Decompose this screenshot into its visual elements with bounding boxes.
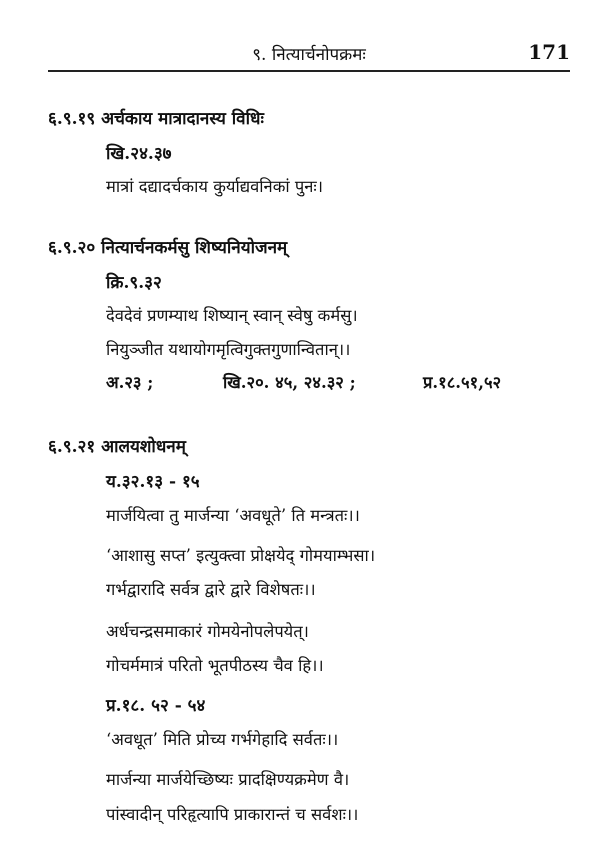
cross-ref: प्र.१८.५१,५२	[423, 373, 502, 392]
running-header	[48, 40, 570, 72]
section-heading-6-9-21: ६.९.२१ आलयशोधनम्	[48, 437, 186, 457]
verse-line: अर्धचन्द्रसमाकारं गोमयेनोपलेपयेत्।	[106, 622, 309, 641]
section-heading-6-9-20: ६.९.२० नित्यार्चनकर्मसु शिष्यनियोजनम्	[48, 238, 288, 258]
source-reference: य.३२.१३ - १५	[106, 472, 200, 492]
cross-ref: खि.२०. ४५, २४.३२ ;	[223, 373, 356, 392]
cross-references	[106, 370, 501, 393]
source-reference: खि.२४.३७	[106, 144, 172, 164]
cross-ref: अ.२३ ;	[106, 373, 154, 392]
section-heading-6-9-19: ६.९.१९ अर्चकाय मात्रादानस्य विधिः	[48, 109, 264, 129]
verse-line: पांस्वादीन् परिहृत्यापि प्राकारान्तं च सर्वशः।।	[106, 805, 359, 824]
chapter-title: ९. नित्यार्चनोपक्रमः	[252, 45, 366, 65]
verse-line: गर्भद्वारादि सर्वत्र द्वारे द्वारे विशेषतः।।	[106, 580, 316, 599]
verse-line: नियुञ्जीत यथायोगमृत्विगुक्तगुणान्वितान्।।	[106, 340, 351, 359]
source-reference: क्रि.९.३२	[106, 273, 162, 293]
verse-line: मात्रां दद्यादर्चकाय कुर्याद्यवनिकां पुनः।	[106, 177, 324, 196]
verse-line: गोचर्ममात्रं परितो भूतपीठस्य चैव हि।।	[106, 656, 324, 675]
verse-line: मार्जयित्वा तु मार्जन्या ‘अवधूते’ ति मन्त्रतः।।	[106, 506, 360, 525]
verse-line: ‘अवधूत’ मिति प्रोच्य गर्भगेहादि सर्वतः।।	[106, 730, 339, 749]
verse-line: देवदेवं प्रणम्याथ शिष्यान् स्वान् स्वेषु कर्मसु।	[106, 306, 358, 325]
page-number: 171	[528, 40, 570, 64]
verse-line: ‘आशासु सप्त’ इत्युक्त्वा प्रोक्षयेद् गोमयाम्भसा।	[106, 546, 376, 565]
verse-line: मार्जन्या मार्जयेच्छिष्यः प्रादक्षिण्यक्रमेण वै।	[106, 770, 350, 789]
source-reference: प्र.१८. ५२ - ५४	[106, 696, 206, 716]
